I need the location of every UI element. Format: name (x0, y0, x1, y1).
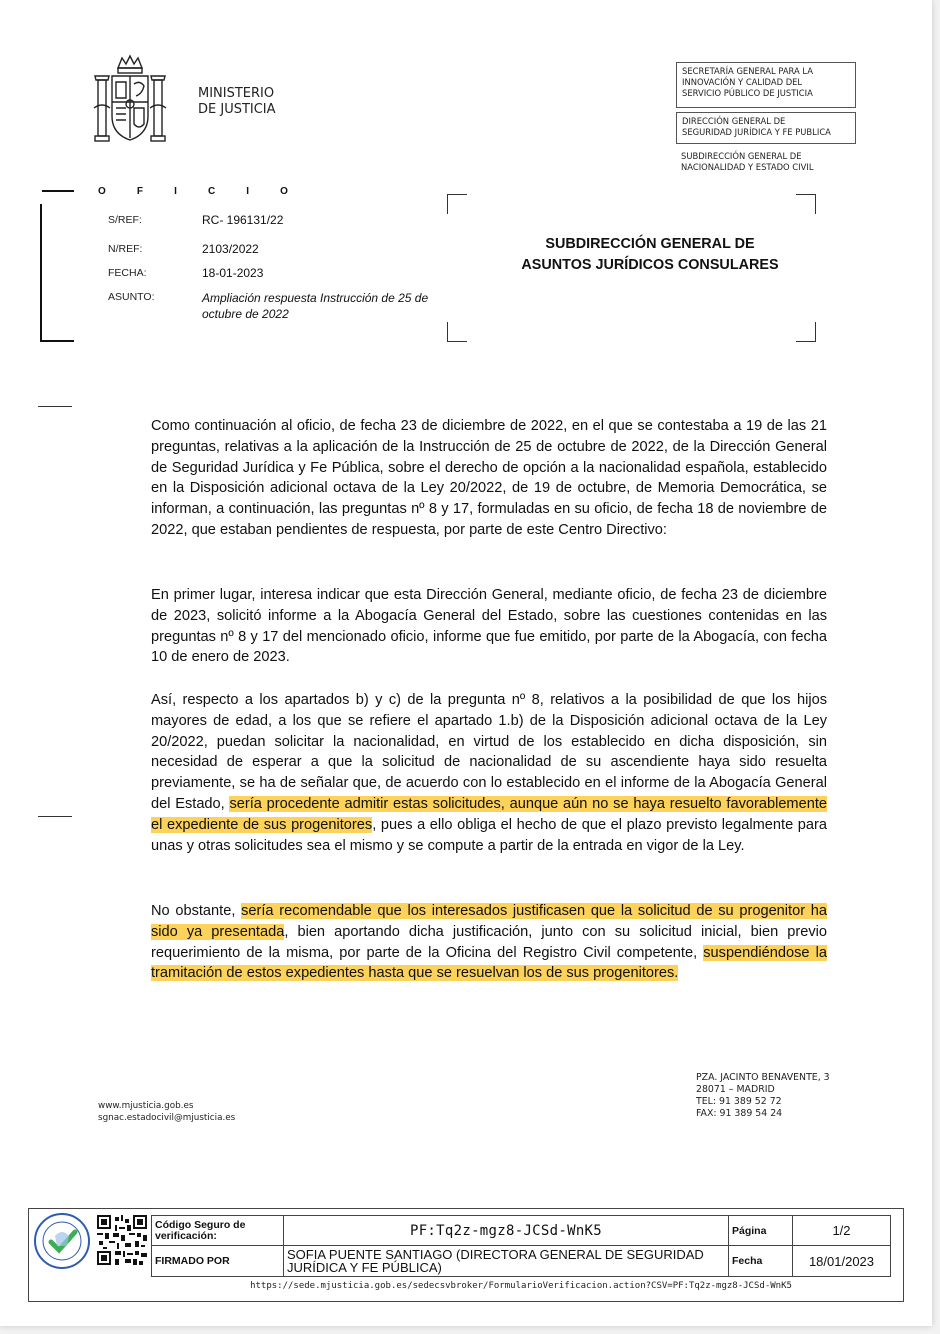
highlighted-text: sería recomendable que los interesados justificasen que la solicitud de su progenitor ha sido ya presentada (151, 903, 827, 940)
asunto-value: Ampliación respuesta Instrucción de 25 de octubre de 2022 (202, 291, 429, 321)
highlighted-text: suspendiéndose la tramitación de estos expedientes hasta que se resuelvan los de sus progenitores. (151, 944, 827, 982)
signer-name: SOFIA PUENTE SANTIAGO (DIRECTORA GENERAL DE SEGURIDAD JURÍDICA Y FE PÚBLICA) (284, 1246, 729, 1277)
paragraph-3-text-end: , pues a ello obliga el hecho de que el plazo previsto legalmente para unas y otras solicitudes sea el mismo y se compute a partir de la entrada en vigor de la Ley. (151, 816, 827, 854)
subdireccion-box (676, 148, 856, 176)
oficio-letter: I (174, 186, 177, 197)
page-label: Página (729, 1216, 793, 1246)
verification-table (151, 1215, 891, 1277)
csv-label: Código Seguro de verificación: (152, 1216, 284, 1246)
secretaria-box (676, 62, 856, 108)
recipient (480, 234, 820, 276)
spain-coat-of-arms-icon (92, 54, 168, 150)
direccion-line-2: SEGURIDAD JURÍDICA Y FE PUBLICA (682, 127, 831, 137)
corner-mark (796, 194, 816, 214)
asunto-label: ASUNTO: (108, 291, 155, 303)
page-value: 1/2 (793, 1216, 891, 1246)
direccion-box (676, 112, 856, 144)
fecha-value: 18-01-2023 (202, 266, 264, 280)
paragraph-3-text: Así, respecto a los apartados b) y c) de la pregunta nº 8, relativos a la posibilidad de que los hijos mayores de edad, a los que se refiere el apartado 1.b) de la Disposición adicional octava de la Ley 20/2022, puedan solicitar la nacionalidad, en virtud de los establecido en dicha disposición, sin necesidad de esperar a que la solicitud de nacionalidad de su ascendiente haya sido resuelta previamente, se ha de señalar que, de acuerdo con lo establecido en el informe de la Abogacía General del Estado, (151, 692, 827, 812)
oficio-heading (98, 186, 288, 197)
fecha-label: FECHA: (108, 267, 147, 279)
address-line: TEL: 91 389 52 72 (696, 1096, 782, 1107)
qr-code-icon (97, 1215, 147, 1265)
date-label: Fecha (729, 1246, 793, 1277)
subdireccion-line-1: SUBDIRECCIÓN GENERAL DE (681, 151, 802, 161)
secretaria-line-2: INNOVACIÓN Y CALIDAD DEL (682, 77, 803, 87)
verification-block (28, 1208, 904, 1302)
paragraph-1: Como continuación al oficio, de fecha 23 de diciembre de 2022, en el que se contestaba a 19 de las 21 preguntas, relativas a la aplicación de la Instrucción de 25 de octubre de 2022, de la Dirección General de Seguridad Jurídica y Fe Pública, sobre el derecho de opción a la nacionalidad española, establecido en la Disposición adicional octava de la Ley 20/2022, de 19 de octubre, de Memoria Democrática, se informan, a continuación, las preguntas nº 8 y 17, formuladas en su oficio, de fecha 18 de noviembre de 2022, que estaban pendientes de respuesta, por parte de este Centro Directivo: (151, 418, 827, 538)
oficio-letter: O (280, 186, 288, 197)
ministry-name (198, 86, 276, 118)
address-line: 28071 – MADRID (696, 1084, 775, 1095)
sref-value: RC- 196131/22 (202, 213, 284, 227)
paragraph-2: En primer lugar, interesa indicar que esta Dirección General, mediante oficio, de fecha 23 de diciembre de 2023, solicitó informe a la Abogacía General del Estado, sobre las cuestiones contenidas en las preguntas nº 8 y 17 del mencionado oficio, informe que fue emitido, por parte de la Abogacía, con fecha 10 de enero de 2023. (151, 587, 827, 666)
signed-by-label: FIRMADO POR (152, 1246, 284, 1277)
verification-url[interactable]: https://sede.mjusticia.gob.es/sedecsvbroker/FormularioVerificacion.action?CSV=PF:Tq2z-mgz8-JCSd-WnK5 (250, 1281, 792, 1291)
nref-value: 2103/2022 (202, 242, 259, 256)
oficio-letter: O (98, 186, 106, 197)
csv-value: PF:Tq2z-mgz8-JCSd-WnK5 (284, 1216, 729, 1246)
paragraph-4-text: No obstante, (151, 903, 242, 919)
subdireccion-line-2: NACIONALIDAD Y ESTADO CIVIL (681, 162, 814, 172)
address-line: FAX: 91 389 54 24 (696, 1108, 783, 1119)
secretaria-line-3: SERVICIO PÚBLICO DE JUSTICIA (682, 88, 813, 98)
corner-mark (447, 194, 467, 214)
oficio-letter: F (136, 186, 143, 197)
corner-mark (447, 322, 467, 342)
paragraph-4 (151, 901, 827, 984)
address-line: PZA. JACINTO BENAVENTE, 3 (696, 1072, 830, 1083)
footer-web (98, 1100, 235, 1124)
fold-mark (38, 406, 72, 407)
direccion-line-1: DIRECCIÓN GENERAL DE (682, 116, 786, 126)
oficio-letter: C (207, 186, 216, 197)
secretaria-line-1: SECRETARÍA GENERAL PARA LA (682, 66, 814, 76)
corner-mark (796, 322, 816, 342)
oficio-letter: I (246, 186, 250, 197)
nref-label: N/REF: (108, 243, 143, 255)
ministry-line-2: DE JUSTICIA (198, 102, 276, 117)
highlighted-text: sería procedente admitir estas solicitudes, aunque aún no se haya resuelto favorablemente el expediente de sus progenitores (151, 795, 827, 833)
email-link[interactable]: sgnac.estadocivil@mjusticia.es (98, 1113, 236, 1123)
website-link[interactable]: www.mjusticia.gob.es (98, 1101, 194, 1111)
firma-digital-seal-icon (33, 1212, 91, 1270)
recipient-line-2: ASUNTOS JURÍDICOS CONSULARES (521, 257, 779, 273)
fold-mark (38, 816, 72, 817)
recipient-line-1: SUBDIRECCIÓN GENERAL DE (545, 236, 755, 252)
sref-label: S/REF: (108, 214, 142, 226)
footer-address (696, 1072, 830, 1120)
paragraph-3 (151, 690, 827, 856)
ministry-line-1: MINISTERIO (198, 86, 275, 101)
oficio-bracket (40, 190, 74, 342)
date-value: 18/01/2023 (793, 1246, 891, 1277)
paragraph-4-text-mid: , bien aportando dicha justificación, junto con su solicitud inicial, bien previo requerimiento de la misma, por parte de la Oficina del Registro Civil competente, (151, 923, 827, 961)
